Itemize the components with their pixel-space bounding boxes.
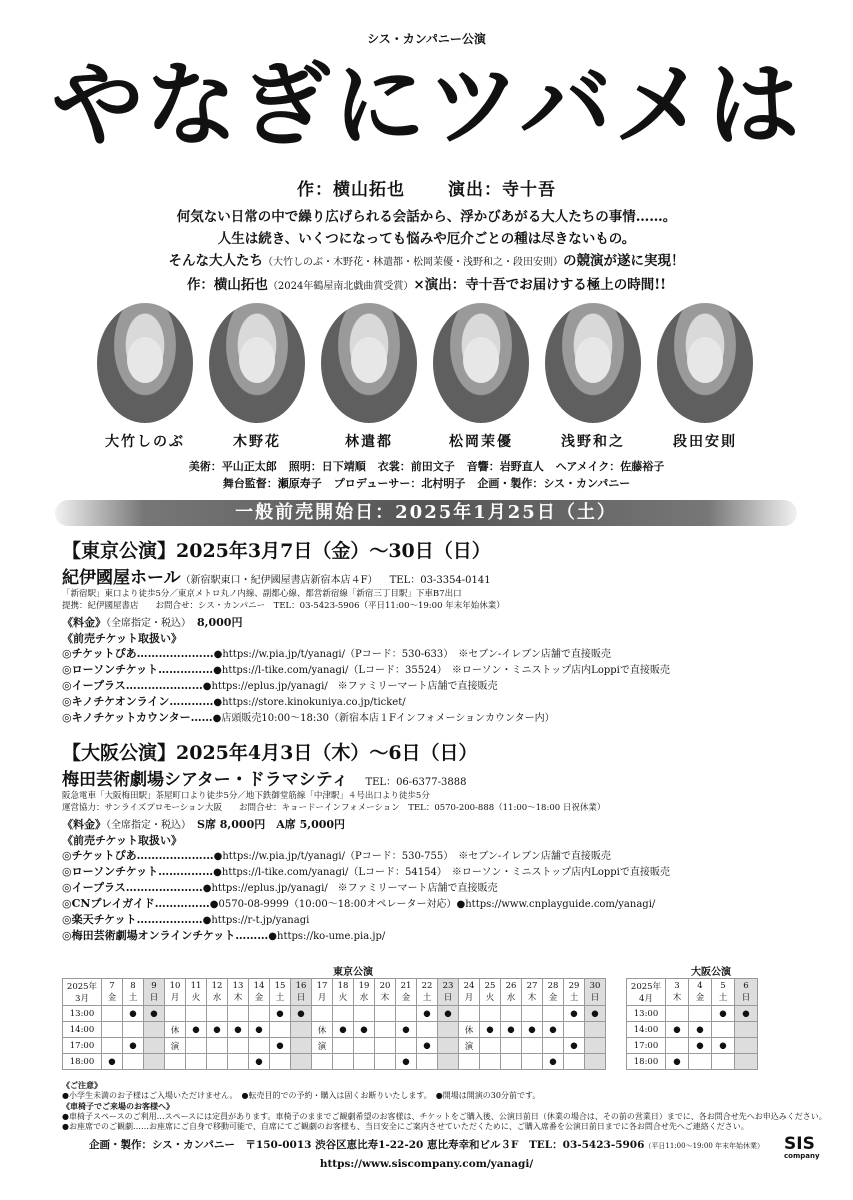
schedule-day: 16 日: [291, 979, 312, 1006]
schedule-cell: [522, 1054, 543, 1070]
ticket-outlet[interactable]: [62, 646, 802, 662]
schedule-day: 5 土: [712, 979, 735, 1006]
schedule-day: 22 土: [417, 979, 438, 1006]
staff-credit: 照明：日下靖順: [288, 460, 366, 473]
staff-row-1: [0, 458, 853, 475]
schedule-time: 17:00: [63, 1038, 102, 1054]
schedule-day: 12 水: [207, 979, 228, 1006]
schedule-cell: [291, 1038, 312, 1054]
performance-dot: ●: [480, 1022, 501, 1038]
staff-credit: ヘアメイク：佐藤裕子: [555, 460, 665, 473]
ticket-outlet-name: ◎イープラス…………………: [62, 679, 203, 692]
schedule-cell: [543, 1038, 564, 1054]
intro-line-1: 何気ない日常の中で繰り広げられる会話から、浮かびあがる大人たちの事情……。: [176, 209, 677, 225]
schedule-cell: 休: [165, 1022, 186, 1038]
wheelchair-title: 《車椅子でご来場のお客様へ》: [62, 1101, 174, 1111]
ticket-outlet-info: ●https://store.kinokuniya.co.jp/ticket/: [213, 697, 406, 708]
ticket-outlet-name: ◎チケットぴあ…………………: [62, 647, 214, 660]
ticket-outlet-name: ◎イープラス…………………: [62, 881, 203, 894]
cast-photo: [545, 303, 641, 423]
schedule-cell: [438, 1054, 459, 1070]
cast-photo: [657, 303, 753, 423]
performance-dot: ●: [396, 1054, 417, 1070]
ticket-outlet-name: ◎ローソンチケット……………: [62, 663, 214, 676]
ticket-outlet-info: ●https://r-t.jp/yanagi: [202, 915, 310, 926]
tokyo-support: 提携：紀伊國屋書店 お問合せ：シス・カンパニー TEL：03-5423-5906（平日11:00〜19:00 年末年始休業）: [62, 601, 505, 611]
schedule-cell: [459, 1006, 480, 1022]
schedule-cell: [270, 1054, 291, 1070]
schedule-cell: [186, 1038, 207, 1054]
ticket-outlet-name: ◎CNプレイガイド……………: [62, 897, 210, 910]
cast-photo: [433, 303, 529, 423]
osaka-schedule: [626, 963, 758, 1070]
page-title: やなぎにツバメは: [51, 51, 802, 159]
ticket-outlet[interactable]: [62, 928, 802, 944]
performance-dot: ●: [123, 1006, 144, 1022]
schedule-time: 18:00: [63, 1054, 102, 1070]
performance-dot: ●: [270, 1038, 291, 1054]
schedule-cell: [354, 1006, 375, 1022]
tokyo-price: 《料金》（全席指定・税込） 8,000円: [62, 616, 243, 629]
schedule-time: 17:00: [627, 1038, 666, 1054]
performance-dot: ●: [123, 1038, 144, 1054]
presenter-label: シス・カンパニー公演: [367, 32, 486, 46]
cast-member: [655, 303, 755, 451]
cast-name: 大竹しのぶ: [105, 434, 185, 450]
cast-name: 松岡茉優: [449, 434, 513, 450]
ticket-outlet-info: ●https://eplus.jp/yanagi/ ※ファミリーマート店舗で直接販売: [202, 883, 498, 894]
schedule-cell: [144, 1038, 165, 1054]
tokyo-access: 「新宿駅」東口より徒歩5分／東京メトロ丸ノ内線、副都心線、都営新宿線「新宿三丁目駅」下車B7出口: [62, 589, 462, 599]
schedule-cell: [522, 1038, 543, 1054]
performance-dot: ●: [249, 1022, 270, 1038]
performance-dot: ●: [735, 1006, 758, 1022]
osaka-access: 阪急電車「大阪梅田駅」茶屋町口より徒歩5分／地下鉄御堂筋線「中津駅」４号出口より徒歩5分: [62, 791, 430, 801]
performance-dot: ●: [522, 1022, 543, 1038]
schedule-day: 7 金: [102, 979, 123, 1006]
schedule-day: 11 火: [186, 979, 207, 1006]
schedule-cell: [312, 1006, 333, 1022]
schedule-cell: [396, 1006, 417, 1022]
ticket-outlet-info: ●https://l-tike.com/yanagi/（Lコード：35524） ※ローソン・ミニストップ店内Loppiで直接販売: [213, 665, 670, 676]
ticket-outlet[interactable]: [62, 662, 802, 678]
intro-line-4: 作：横山拓也（2024年鶴屋南北戯曲賞受賞）×演出：寺十吾でお届けする極上の時間!!: [186, 277, 667, 293]
schedule-cell: [480, 1054, 501, 1070]
schedule-cell: [102, 1038, 123, 1054]
performance-dot: ●: [564, 1038, 585, 1054]
schedule-cell: [735, 1022, 758, 1038]
schedule-cell: [585, 1022, 606, 1038]
performance-dot: ●: [249, 1054, 270, 1070]
schedule-day: 21 金: [396, 979, 417, 1006]
wheelchair-note-1: ●車椅子スペースのご利用…スペースには定員があります。車椅子のままでご観劇希望のお客様は、チケットをご購入後、公演日前日（休業の場合は、その前の営業日）までに、各お問合せ先へお申込みください。: [62, 1111, 827, 1121]
staff-credits: [0, 458, 853, 492]
performance-dot: ●: [396, 1022, 417, 1038]
performance-dot: ●: [666, 1054, 689, 1070]
cast-photo: [209, 303, 305, 423]
cast-name: 段田安則: [673, 434, 737, 450]
schedule-cell: [186, 1054, 207, 1070]
schedule-cell: [438, 1022, 459, 1038]
schedule-cell: [735, 1038, 758, 1054]
ticket-outlet-name: ◎チケットぴあ…………………: [62, 849, 214, 862]
schedule-day: 26 水: [501, 979, 522, 1006]
schedule-time: 13:00: [63, 1006, 102, 1022]
schedule-cell: [543, 1006, 564, 1022]
schedule-cell: [480, 1006, 501, 1022]
ticket-outlet-name: ◎ローソンチケット……………: [62, 865, 214, 878]
schedule-cell: [354, 1038, 375, 1054]
performance-dot: ●: [207, 1022, 228, 1038]
staff-credit: プロデューサー：北村明子: [333, 477, 466, 490]
schedule-cell: [165, 1006, 186, 1022]
osaka-schedule-label: 大阪公演: [691, 967, 731, 978]
osaka-venue: 梅田芸術劇場シアター・ドラマシティ TEL：06-6377-3888: [62, 770, 467, 790]
tokyo-ticket-list: [62, 646, 802, 726]
performance-dot: ●: [102, 1054, 123, 1070]
schedule-cell: [735, 1054, 758, 1070]
credits: [0, 175, 853, 200]
performance-dot: ●: [186, 1022, 207, 1038]
director-credit: 演出：寺十吾: [447, 180, 556, 200]
schedule-day: 24 月: [459, 979, 480, 1006]
staff-credit: 舞台監督：瀬原寿子: [222, 477, 322, 490]
ticket-outlet-info: ●https://eplus.jp/yanagi/ ※ファミリーマート店舗で直接販売: [202, 681, 498, 692]
schedule-cell: [123, 1022, 144, 1038]
staff-credit: 企画・製作：シス・カンパニー: [477, 477, 631, 490]
osaka-ticket-list: [62, 848, 802, 944]
schedule-cell: [291, 1022, 312, 1038]
cast-name: 木野花: [233, 434, 281, 450]
schedule-cell: [207, 1038, 228, 1054]
performance-dot: ●: [438, 1006, 459, 1022]
schedule-cell: [375, 1022, 396, 1038]
tokyo-tickets-label: 《前売チケット取扱い》: [62, 632, 183, 645]
footer-url[interactable]: https://www.siscompany.com/yanagi/: [319, 1158, 534, 1170]
ticket-outlet-name: ◎梅田芸術劇場オンラインチケット………: [62, 929, 269, 942]
performance-dot: ●: [689, 1038, 712, 1054]
schedule-day: 23 日: [438, 979, 459, 1006]
cast-photo: [321, 303, 417, 423]
performance-dot: ●: [228, 1022, 249, 1038]
wheelchair-note-2: ●お座席でのご観劇……お座席にご自身で移動可能で、自席にてご観劇のお客様も、当日安全にご案内させていただくために、ご購入席番を公演日前日までに各お問合せ先へご連絡ください。: [62, 1122, 749, 1131]
schedule-day: 8 土: [123, 979, 144, 1006]
schedule-cell: [228, 1038, 249, 1054]
schedule-cell: [249, 1038, 270, 1054]
schedule-day: 6 日: [735, 979, 758, 1006]
schedule-cell: [459, 1054, 480, 1070]
schedule-cell: [228, 1006, 249, 1022]
cast-member: [207, 303, 307, 451]
schedule-day: 10 月: [165, 979, 186, 1006]
cast-member: [95, 303, 195, 451]
notes-items: ●小学生未満のお子様はご入場いただけません。 ●転売目的での予約・購入は固くお断りいたします。 ●開場は開演の30分前です。: [62, 1090, 541, 1100]
schedule-cell: [102, 1006, 123, 1022]
osaka-tickets-label: 《前売チケット取扱い》: [62, 834, 183, 847]
ticket-outlet[interactable]: [62, 912, 802, 928]
staff-credit: 衣裳：前田文子: [377, 460, 455, 473]
schedule-day: 18 火: [333, 979, 354, 1006]
schedule-day: 15 土: [270, 979, 291, 1006]
osaka-price: 《料金》（全席指定・税込） S席 8,000円 A席 5,000円: [62, 818, 346, 831]
cast-name: 浅野和之: [561, 434, 625, 450]
schedule-cell: [228, 1054, 249, 1070]
ticket-outlet[interactable]: [62, 678, 802, 694]
schedule-cell: [666, 1038, 689, 1054]
ticket-outlet[interactable]: [62, 848, 802, 864]
schedule-cell: [501, 1006, 522, 1022]
ticket-outlet-info: ●店頭販売10:00〜18:30（新宿本店１Fインフォメーションカウンター内）: [212, 713, 555, 724]
ticket-outlet[interactable]: [62, 710, 802, 726]
playwright-credit: 作：横山拓也: [297, 180, 406, 200]
schedule-cell: [102, 1022, 123, 1038]
schedule-day: 19 水: [354, 979, 375, 1006]
performance-dot: ●: [291, 1006, 312, 1022]
intro-copy: [0, 206, 853, 298]
footer-contact: 企画・製作：シス・カンパニー 〒150-0013 渋谷区恵比寿1-22-20 恵比寿幸和ビル３F TEL：03-5423-5906（平日11:00〜19:00 年末年始休業）: [88, 1139, 764, 1151]
tokyo-schedule-label: 東京公演: [333, 967, 373, 978]
schedule-cell: [270, 1022, 291, 1038]
performance-dot: ●: [689, 1022, 712, 1038]
cast-member: [319, 303, 419, 451]
schedule-day: 30 日: [585, 979, 606, 1006]
schedule-cell: [522, 1006, 543, 1022]
schedule-cell: [333, 1054, 354, 1070]
schedule-cell: [689, 1054, 712, 1070]
schedule-cell: [480, 1038, 501, 1054]
performance-dot: ●: [543, 1022, 564, 1038]
schedule-day: 4 金: [689, 979, 712, 1006]
performance-dot: ●: [333, 1022, 354, 1038]
schedule-cell: [712, 1022, 735, 1038]
schedule-day: 17 月: [312, 979, 333, 1006]
sale-date-banner: 一般前売開始日：2025年1月25日（土）: [55, 500, 797, 526]
schedule-cell: [375, 1054, 396, 1070]
schedule-day: 28 金: [543, 979, 564, 1006]
intro-line-2: 人生は続き、いくつになっても悩みや厄介ごとの種は尽きないもの。: [217, 231, 636, 247]
performance-dot: ●: [712, 1038, 735, 1054]
staff-row-2: [0, 475, 853, 492]
schedule-time: 18:00: [627, 1054, 666, 1070]
schedule-time: 14:00: [63, 1022, 102, 1038]
sis-company-logo: SIS company: [784, 1134, 820, 1160]
staff-credit: 音響：岩野直人: [466, 460, 544, 473]
schedule-section: [62, 963, 758, 1070]
ticket-outlet-info: ●https://ko-ume.pia.jp/: [268, 931, 386, 942]
performance-dot: ●: [417, 1006, 438, 1022]
schedule-day: 25 火: [480, 979, 501, 1006]
ticket-outlet[interactable]: [62, 896, 802, 912]
ticket-outlet-info: ●https://l-tike.com/yanagi/（Lコード：54154） ※ローソン・ミニストップ店内Loppiで直接販売: [213, 867, 670, 878]
schedule-day: 20 木: [375, 979, 396, 1006]
performance-dot: ●: [543, 1054, 564, 1070]
schedule-cell: 演: [165, 1038, 186, 1054]
ticket-outlet-name: ◎キノチケオンライン…………: [62, 695, 214, 708]
ticket-outlet-info: ●https://w.pia.jp/t/yanagi/（Pコード：530-755） ※セブン-イレブン店舗で直接販売: [213, 851, 611, 862]
schedule-cell: [689, 1006, 712, 1022]
schedule-cell: [417, 1054, 438, 1070]
notes: [62, 1080, 827, 1133]
cast-photo: [97, 303, 193, 423]
schedule-cell: [438, 1038, 459, 1054]
schedule-cell: 休: [459, 1022, 480, 1038]
schedule-cell: [585, 1054, 606, 1070]
schedule-cell: [144, 1022, 165, 1038]
schedule-cell: [354, 1054, 375, 1070]
schedule-cell: 休: [312, 1022, 333, 1038]
tokyo-schedule-table: [62, 978, 606, 1070]
schedule-cell: [165, 1054, 186, 1070]
tokyo-schedule: [62, 963, 606, 1070]
footer: [0, 1136, 853, 1173]
staff-credit: 美術：平山正太郎: [188, 460, 277, 473]
ticket-outlet[interactable]: [62, 880, 802, 896]
schedule-cell: [417, 1022, 438, 1038]
schedule-cell: [666, 1006, 689, 1022]
performance-dot: ●: [712, 1006, 735, 1022]
performance-dot: ●: [270, 1006, 291, 1022]
schedule-cell: [333, 1038, 354, 1054]
ticket-outlet-info: ●0570-08-9999（10:00〜18:00オペレーター対応）●https://www.cnplayguide.com/yanagi/: [209, 899, 656, 910]
schedule-time: 14:00: [627, 1022, 666, 1038]
schedule-cell: [501, 1054, 522, 1070]
schedule-cell: [207, 1006, 228, 1022]
intro-line-3: そんな大人たち（大竹しのぶ・木野花・林遣都・松岡茉優・浅野和之・段田安則）の競演が遂に実現！: [168, 253, 685, 269]
cast-name: 林遣都: [345, 434, 393, 450]
schedule-cell: [312, 1054, 333, 1070]
cast-list: [95, 303, 765, 453]
schedule-cell: 演: [459, 1038, 480, 1054]
schedule-day: 14 金: [249, 979, 270, 1006]
ticket-outlet-info: ●https://w.pia.jp/t/yanagi/（Pコード：530-633） ※セブン-イレブン店舗で直接販売: [213, 649, 611, 660]
notes-title: 《ご注意》: [62, 1080, 102, 1090]
performance-dot: ●: [144, 1006, 165, 1022]
performance-dot: ●: [585, 1006, 606, 1022]
schedule-cell: [186, 1006, 207, 1022]
schedule-cell: [291, 1054, 312, 1070]
osaka-heading: 【大阪公演】2025年4月3日（木）〜6日（日）: [62, 742, 478, 764]
schedule-day: 27 木: [522, 979, 543, 1006]
performance-dot: ●: [564, 1006, 585, 1022]
schedule-cell: [207, 1054, 228, 1070]
tokyo-venue: 紀伊國屋ホール（新宿駅東口・紀伊國屋書店新宿本店４F） TEL：03-3354-0141: [62, 568, 491, 588]
tokyo-section: [62, 536, 802, 726]
performance-dot: ●: [501, 1022, 522, 1038]
schedule-cell: [375, 1038, 396, 1054]
performance-dot: ●: [354, 1022, 375, 1038]
osaka-section: [62, 738, 802, 944]
schedule-day: 13 木: [228, 979, 249, 1006]
schedule-cell: [501, 1038, 522, 1054]
schedule-cell: [375, 1006, 396, 1022]
schedule-cell: [712, 1054, 735, 1070]
schedule-month: 2025年 4月: [627, 979, 666, 1006]
schedule-day: 29 土: [564, 979, 585, 1006]
ticket-outlet[interactable]: [62, 864, 802, 880]
schedule-day: 9 日: [144, 979, 165, 1006]
ticket-outlet[interactable]: [62, 694, 802, 710]
ticket-outlet-name: ◎キノチケットカウンター……: [62, 711, 213, 724]
schedule-cell: [564, 1054, 585, 1070]
osaka-schedule-table: [626, 978, 758, 1070]
schedule-time: 13:00: [627, 1006, 666, 1022]
schedule-cell: [396, 1038, 417, 1054]
ticket-outlet-name: ◎楽天チケット………………: [62, 913, 203, 926]
cast-member: [543, 303, 643, 451]
schedule-cell: [333, 1006, 354, 1022]
schedule-cell: [249, 1006, 270, 1022]
schedule-cell: [123, 1054, 144, 1070]
schedule-cell: [144, 1054, 165, 1070]
tokyo-heading: 【東京公演】2025年3月7日（金）〜30日（日）: [62, 540, 491, 562]
performance-dot: ●: [417, 1038, 438, 1054]
osaka-support: 運営協力：サンライズプロモーション大阪 お問合せ：キョードーインフォメーション TEL：0570-200-888（11:00〜18:00 日祝休業）: [62, 803, 606, 813]
schedule-cell: [564, 1022, 585, 1038]
schedule-month: 2025年 3月: [63, 979, 102, 1006]
schedule-cell: [585, 1038, 606, 1054]
schedule-day: 3 木: [666, 979, 689, 1006]
schedule-cell: 演: [312, 1038, 333, 1054]
cast-member: [431, 303, 531, 451]
performance-dot: ●: [666, 1022, 689, 1038]
